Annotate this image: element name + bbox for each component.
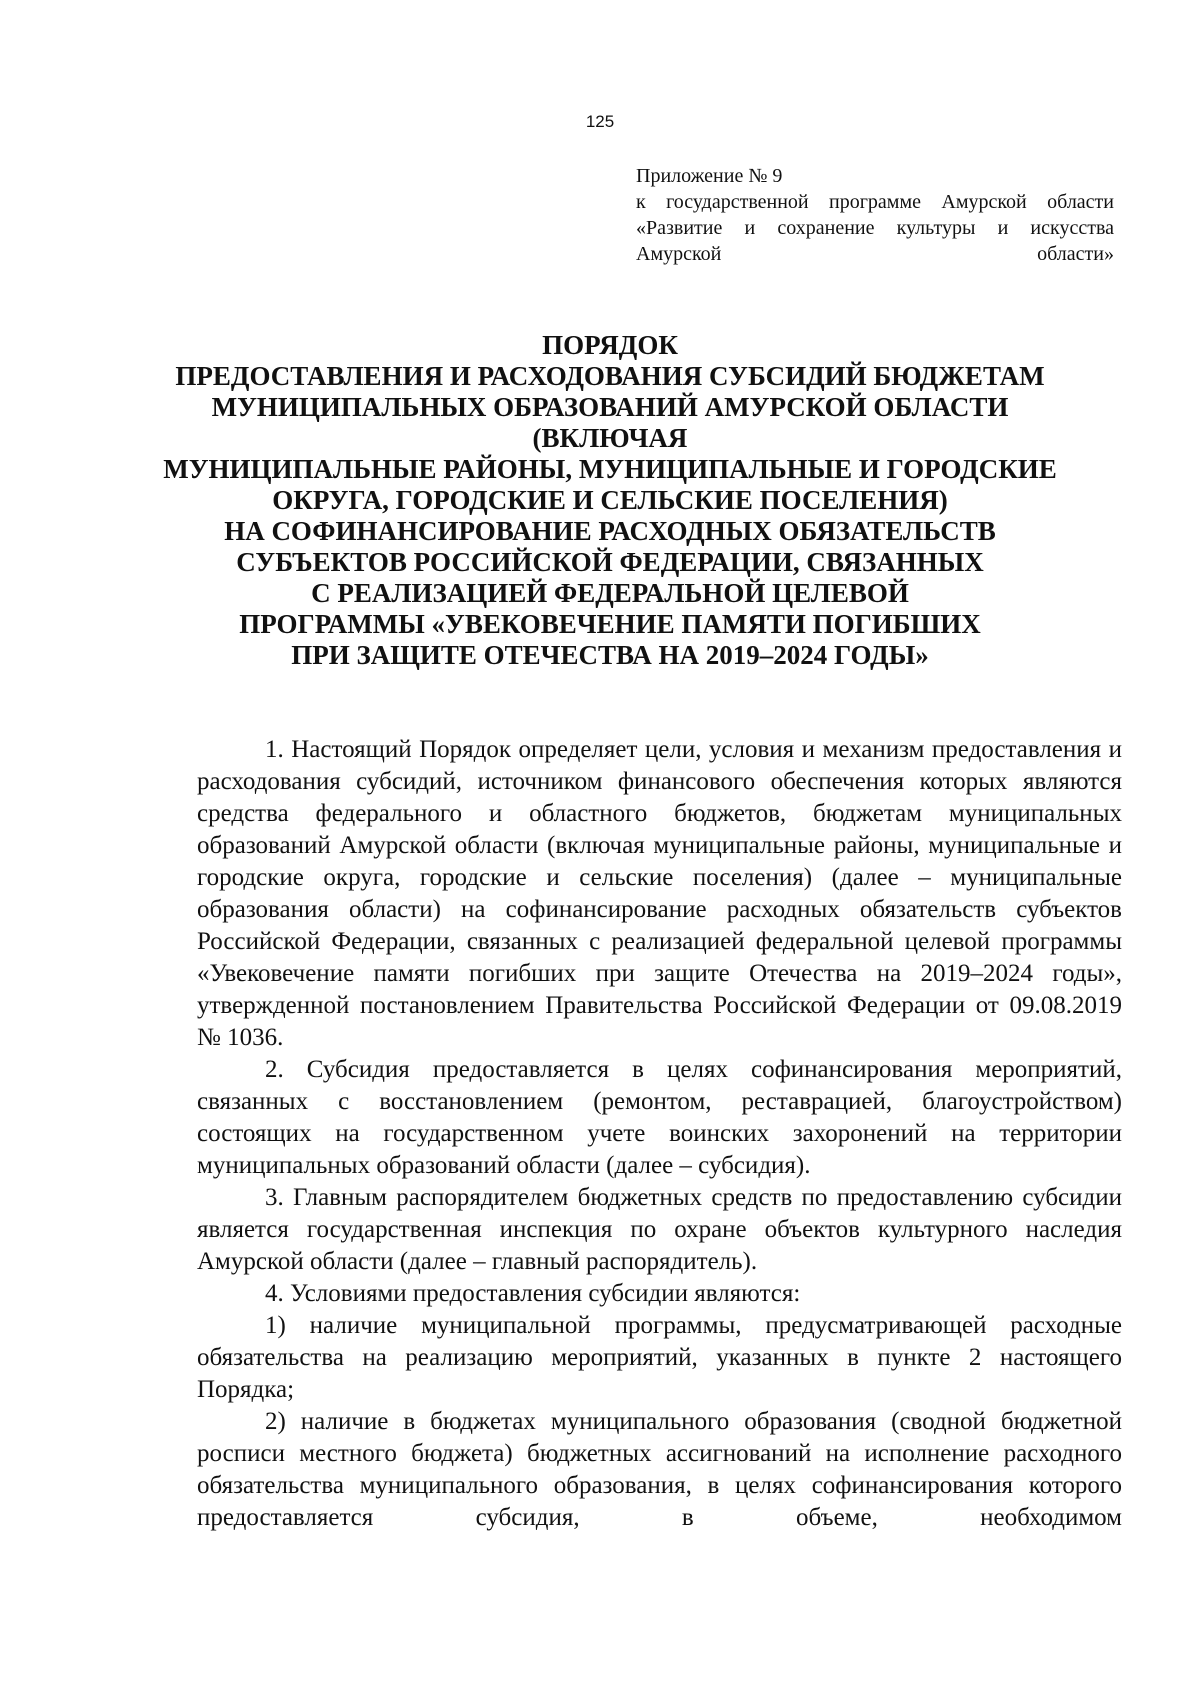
title-line: С РЕАЛИЗАЦИЕЙ ФЕДЕРАЛЬНОЙ ЦЕЛЕВОЙ: [311, 578, 909, 608]
title-line: ОКРУГА, ГОРОДСКИЕ И СЕЛЬСКИЕ ПОСЕЛЕНИЯ): [272, 485, 948, 515]
title-line: МУНИЦИПАЛЬНЫЕ РАЙОНЫ, МУНИЦИПАЛЬНЫЕ И ГОРОДСКИЕ: [163, 454, 1057, 484]
appendix-number: Приложение № 9: [636, 165, 783, 187]
title-line: СУБЪЕКТОВ РОССИЙСКОЙ ФЕДЕРАЦИИ, СВЯЗАННЫХ: [236, 547, 984, 577]
appendix-text: к государственной программе Амурской области «Развитие и сохранение культуры и искусства Амурской области»: [636, 191, 1114, 265]
title-line: МУНИЦИПАЛЬНЫХ ОБРАЗОВАНИЙ АМУРСКОЙ ОБЛАСТИ: [211, 392, 1009, 422]
title-line: ПОРЯДОК: [542, 330, 678, 360]
title-line: НА СОФИНАНСИРОВАНИЕ РАСХОДНЫХ ОБЯЗАТЕЛЬСТВ: [224, 516, 996, 546]
paragraph: 2) наличие в бюджетах муниципального образования (сводной бюджетной росписи местного бюджета) бюджетных ассигнований на исполнение расходного обязательства муниципального образования, в целях софинансирования которого предоставляется субсидия, в объеме, необходимом: [197, 1408, 1122, 1531]
paragraph: 1. Настоящий Порядок определяет цели, условия и механизм предоставления и расходования субсидий, источником финансового обеспечения которых являются средства федерального и областного бюджетов, бюджетам муниципальных образований Амурской области (включая муниципальные районы, муниципальные и городские округа, городские и сельские поселения) (далее – муниципальные образования области) на софинансирование расходных обязательств субъектов Российской Федерации, связанных с реализацией федеральной целевой программы «Увековечение памяти погибших при защите Отечества на 2019–2024 годы», утвержденной постановлением Правительства Российской Федерации от 09.08.2019 № 1036.: [197, 736, 1122, 1051]
title-line: (ВКЛЮЧАЯ: [532, 423, 688, 453]
paragraph: 2. Субсидия предоставляется в целях софинансирования мероприятий, связанных с восстановлением (ремонтом, реставрацией, благоустройством) состоящих на государственном учете воинских захоронений на территории муниципальных образований области (далее – субсидия).: [197, 1056, 1122, 1179]
page-number: 125: [585, 112, 615, 131]
title-line: ПРЕДОСТАВЛЕНИЯ И РАСХОДОВАНИЯ СУБСИДИЙ БЮДЖЕТАМ: [175, 361, 1045, 391]
appendix-block: [636, 163, 1114, 267]
title-line: ПРОГРАММЫ «УВЕКОВЕЧЕНИЕ ПАМЯТИ ПОГИБШИХ: [239, 609, 981, 639]
paragraph: 3. Главным распорядителем бюджетных средств по предоставлению субсидии является государственная инспекция по охране объектов культурного наследия Амурской области (далее – главный распорядитель).: [197, 1184, 1122, 1275]
paragraph: 1) наличие муниципальной программы, предусматривающей расходные обязательства на реализацию мероприятий, указанных в пункте 2 настоящего Порядка;: [197, 1312, 1122, 1403]
document-body: [197, 734, 1122, 1534]
title-line: ПРИ ЗАЩИТЕ ОТЕЧЕСТВА НА 2019–2024 ГОДЫ»: [291, 640, 929, 670]
paragraph: 4. Условиями предоставления субсидии являются:: [265, 1280, 801, 1307]
document-title: [120, 330, 1100, 671]
